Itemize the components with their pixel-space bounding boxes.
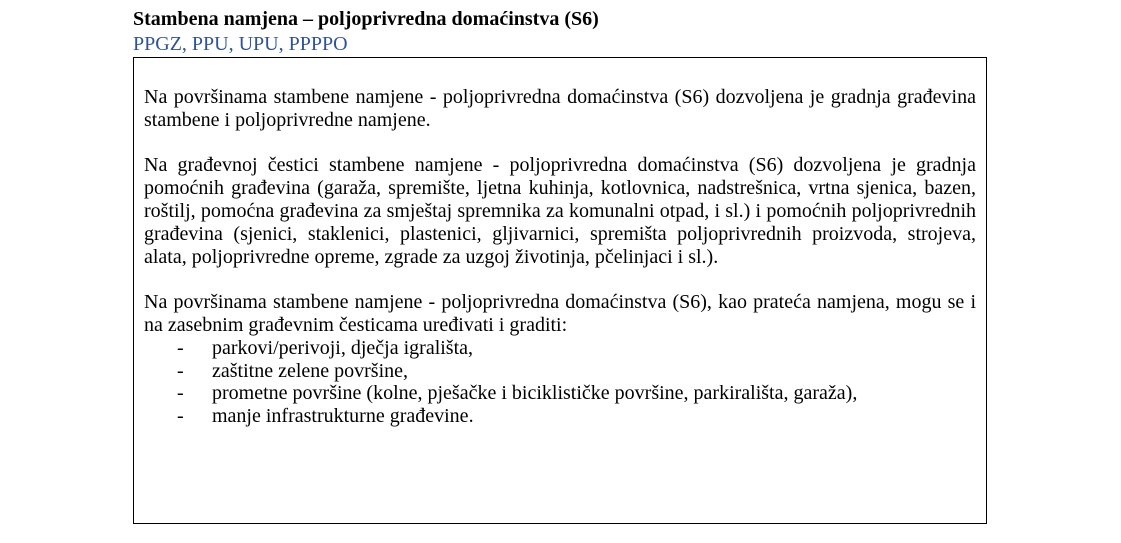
- list-item-text: zaštitne zelene površine,: [212, 359, 409, 382]
- content-body: [144, 86, 976, 428]
- paragraph-accompanying-use: Na površinama stambene namjene - poljoprivredna domaćinstva (S6), kao prateća namjena, mogu se i na zasebnim građevnim česticama uređivati i graditi:: [144, 291, 976, 336]
- plan-references: PPGZ, PPU, UPU, PPPPO: [133, 33, 348, 55]
- paragraph-permitted-buildings: Na površinama stambene namjene - poljoprivredna domaćinstva (S6) dozvoljena je gradnja građevina stambene i poljoprivredne namjene.: [144, 86, 976, 131]
- content-box: [133, 57, 987, 524]
- list-item-text: prometne površine (kolne, pješačke i biciklističke površine, parkirališta, garaža),: [212, 382, 858, 405]
- list-dash: -: [177, 405, 184, 428]
- list-item: [144, 405, 976, 428]
- list-item: [144, 382, 976, 405]
- list-dash: -: [177, 359, 184, 382]
- list-dash: -: [177, 382, 184, 405]
- list-item: [144, 337, 976, 360]
- list-item-text: parkovi/perivoji, dječja igrališta,: [212, 336, 474, 359]
- list-item-text: manje infrastrukturne građevine.: [212, 405, 474, 428]
- paragraph-auxiliary-buildings: Na građevnoj čestici stambene namjene - poljoprivredna domaćinstva (S6) dozvoljena je gradnja pomoćnih građevina (garaža, spremište, ljetna kuhinja, kotlovnica, nadstrešnica, vrtna sjenica, bazen, roštilj, pomoćna građevina za smještaj spremnika za komunalni otpad, i sl.) i pomoćnih poljoprivrednih građevina (sjenici, staklenici, plastenici, gljivarnici, spremišta poljoprivrednih proizvoda, strojeva, alata, poljoprivredne opreme, zgrade za uzgoj životinja, pčelinjaci i sl.).: [144, 154, 976, 268]
- accompanying-use-list: [144, 337, 976, 428]
- list-item: [144, 360, 976, 383]
- section-title: Stambena namjena – poljoprivredna domaćinstva (S6): [133, 8, 599, 30]
- list-dash: -: [177, 336, 184, 359]
